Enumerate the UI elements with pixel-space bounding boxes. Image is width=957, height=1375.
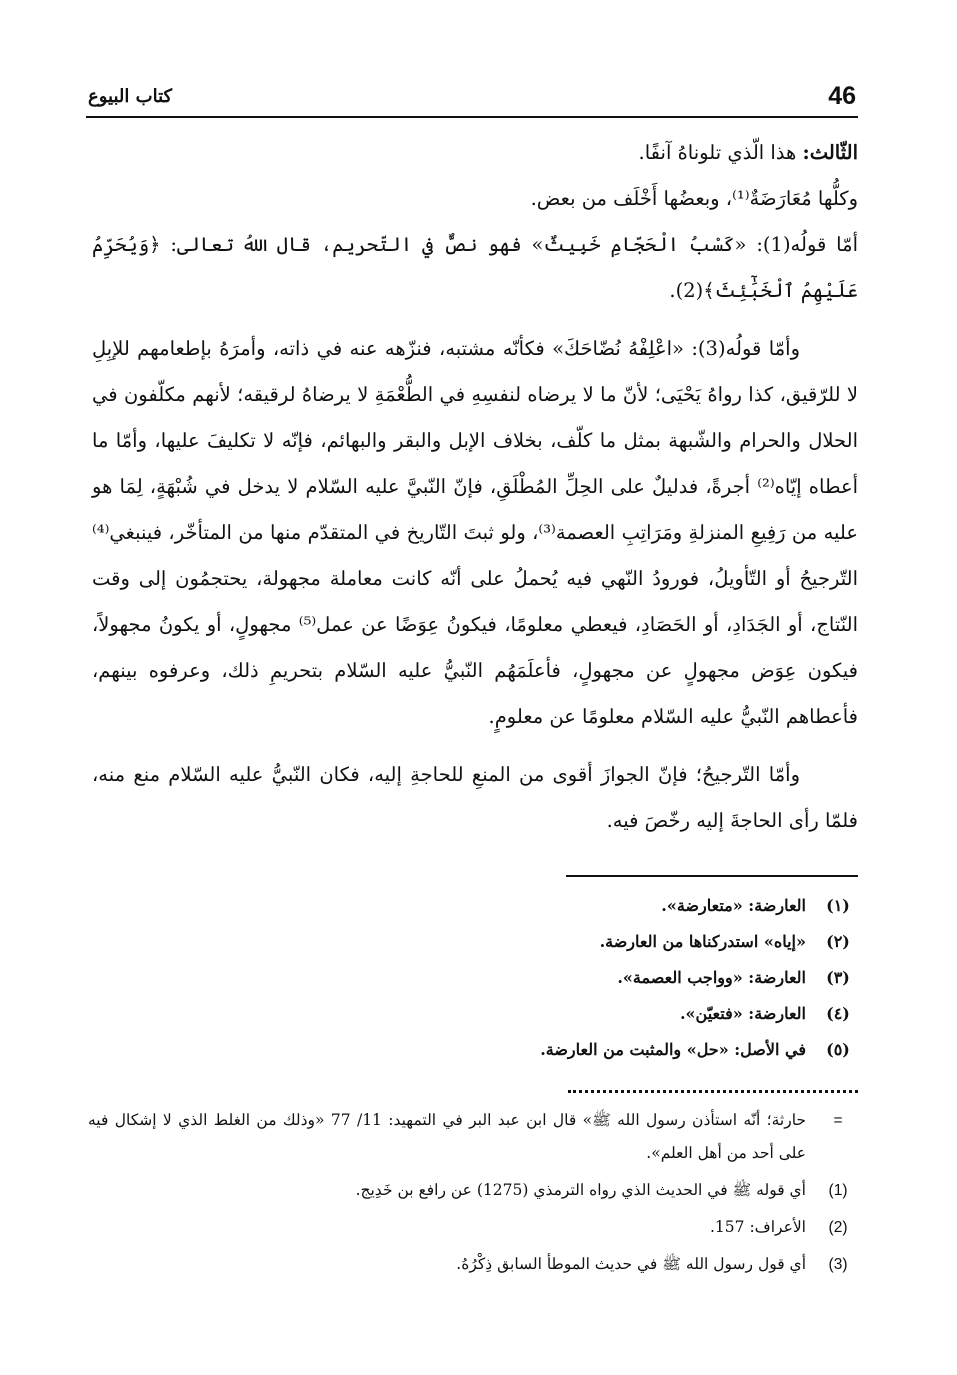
footnote-item: [92, 996, 858, 1032]
editor-note-text: أي قوله ﷺ في الحديث الذي رواه الترمذي (1275) عن رافع بن خَدِيج.: [355, 1181, 806, 1199]
editor-note-item: [88, 1174, 858, 1207]
footnote-number: (٢): [826, 932, 850, 951]
footnote-item: [92, 960, 858, 996]
editor-note-item: [88, 1211, 858, 1244]
footnote-text: في الأصل: «حل» والمثبت من العارضة.: [540, 1040, 806, 1059]
paragraph-5: وأمّا التّرجيحُ؛ فإنّ الجوازَ أقوى من المنعِ للحاجةِ إليه، فكان النّبيُّ عليه السّلام منع منه، فلمّا رأى الحاجةَ إليه رخّصَ فيه.: [92, 763, 858, 832]
footnote-text: العارضة: «وواجب العصمة».: [617, 968, 806, 987]
footnote-separator: [566, 875, 858, 877]
footnote-number: (٣): [826, 968, 850, 987]
paragraph-3: أمّا قولُه(1): «كَسْبُ الْحَجّامِ خَبِيثٌ» فهو نصٌّ في التّحريم، قال اللهُ تعالى: ﴿وَيُحَرِّمُ عَلَيْهِمُ ٱلْخَبَٰٓئِثَ﴾(2).: [92, 233, 858, 302]
editor-note-item: [88, 1104, 858, 1170]
editor-notes: [88, 1104, 858, 1285]
running-title: كتاب البيوع: [88, 86, 173, 107]
paragraph-1-label: الثّالث:: [802, 141, 858, 164]
footnote-number: (٥): [826, 1040, 850, 1059]
paragraph-2: وكلُّها مُعَارَضَةٌ⁽¹⁾، وبعضُها أَخْلَف من بعض.: [530, 187, 858, 210]
editor-note-text: أي قول رسول الله ﷺ في حديث الموطأ السابق ذِكْرُهُ.: [456, 1255, 806, 1273]
footnote-item: [92, 924, 858, 960]
footnote-text: العارضة: «متعارضة».: [661, 896, 806, 915]
footnote-item: [92, 888, 858, 924]
footnote-text: «إياه» استدركناها من العارضة.: [599, 932, 806, 951]
editor-note-number: (3): [828, 1256, 848, 1273]
editor-notes-separator: [568, 1090, 858, 1093]
footnote-number: (١): [826, 896, 850, 915]
footnote-number: (٤): [826, 1004, 850, 1023]
editor-note-number: =: [833, 1112, 843, 1129]
footnote-text: العارضة: «فتعيّن».: [679, 1004, 806, 1023]
editor-note-item: [88, 1248, 858, 1281]
editor-note-text: حارثة؛ أنّه استأذن رسول الله ﷺ» قال ابن عبد البر في التمهيد: 11/ 77 «وذلك من الغلط الذي لا إشكال فيه على أحد من أهل العلم».: [88, 1111, 806, 1162]
footnote-item: [92, 1032, 858, 1068]
footnotes: [92, 888, 858, 1068]
editor-note-number: (2): [828, 1219, 848, 1236]
editor-note-number: (1): [828, 1182, 848, 1199]
page-number: 46: [828, 82, 856, 110]
editor-note-text: الأعراف: 157.: [709, 1218, 806, 1236]
paragraph-4: وأمّا قولُه(3): «اعْلِفْهُ نُضّاحَكَ» فكأنّه مشتبه، فنزّهه عنه في ذاته، وأمرَهُ بإطعامهم للإبِلِ لا للرّقيق، كذا رواهُ يَحْيَى؛ لأنّ ما لا يرضاه لنفسِهِ في الطُّعْمَةِ لا يرضاهُ لرقيقه؛ لأنهم مكلّفون في الحلال والحرام والشّبهة بمثل ما كلّف، بخلاف الإبل والبقر والبهائم، فإنّه لا تكليفَ عليها، وأمّا ما أعطاه إيّاه⁽²⁾ أجرةً، فدليلٌ على الحِلِّ المُطْلَقِ، فإنّ النّبيَّ عليه السّلام لا يدخل في شُبْهَةٍ، لِمَا هو عليه من رَفِيعِ المنزلةِ ومَرَاتِبِ العصمة⁽³⁾، ولو ثبتَ التّاريخ في المتقدّم منها من المتأخّر، فينبغي⁽⁴⁾ التّرجيحُ أو التّأويلُ، فورودُ النّهي فيه يُحملُ على أنّه كانت معاملة مجهولة، يحتجمُون إلى وقت النّتاج، أو الجَدَادِ، أو الحَصَادِ، فيعطي معلومًا، فيكونُ عِوَضًا عن عمل⁽⁵⁾ مجهولٍ، أو يكونُ مجهولاً، فيكون عِوَض مجهولٍ عن مجهولٍ، فأعلَمَهُم النّبيُّ عليه السّلام بتحريمِ ذلك، وعرفوه بينهم، فأعطاهم النّبيُّ عليه السّلام معلومًا عن معلومٍ.: [92, 337, 859, 728]
page-header: [86, 82, 858, 118]
paragraph-1: [92, 130, 858, 176]
paragraph-1-text: هذا الّذي تلوناهُ آنفًا.: [638, 141, 797, 164]
main-text: [92, 130, 858, 844]
